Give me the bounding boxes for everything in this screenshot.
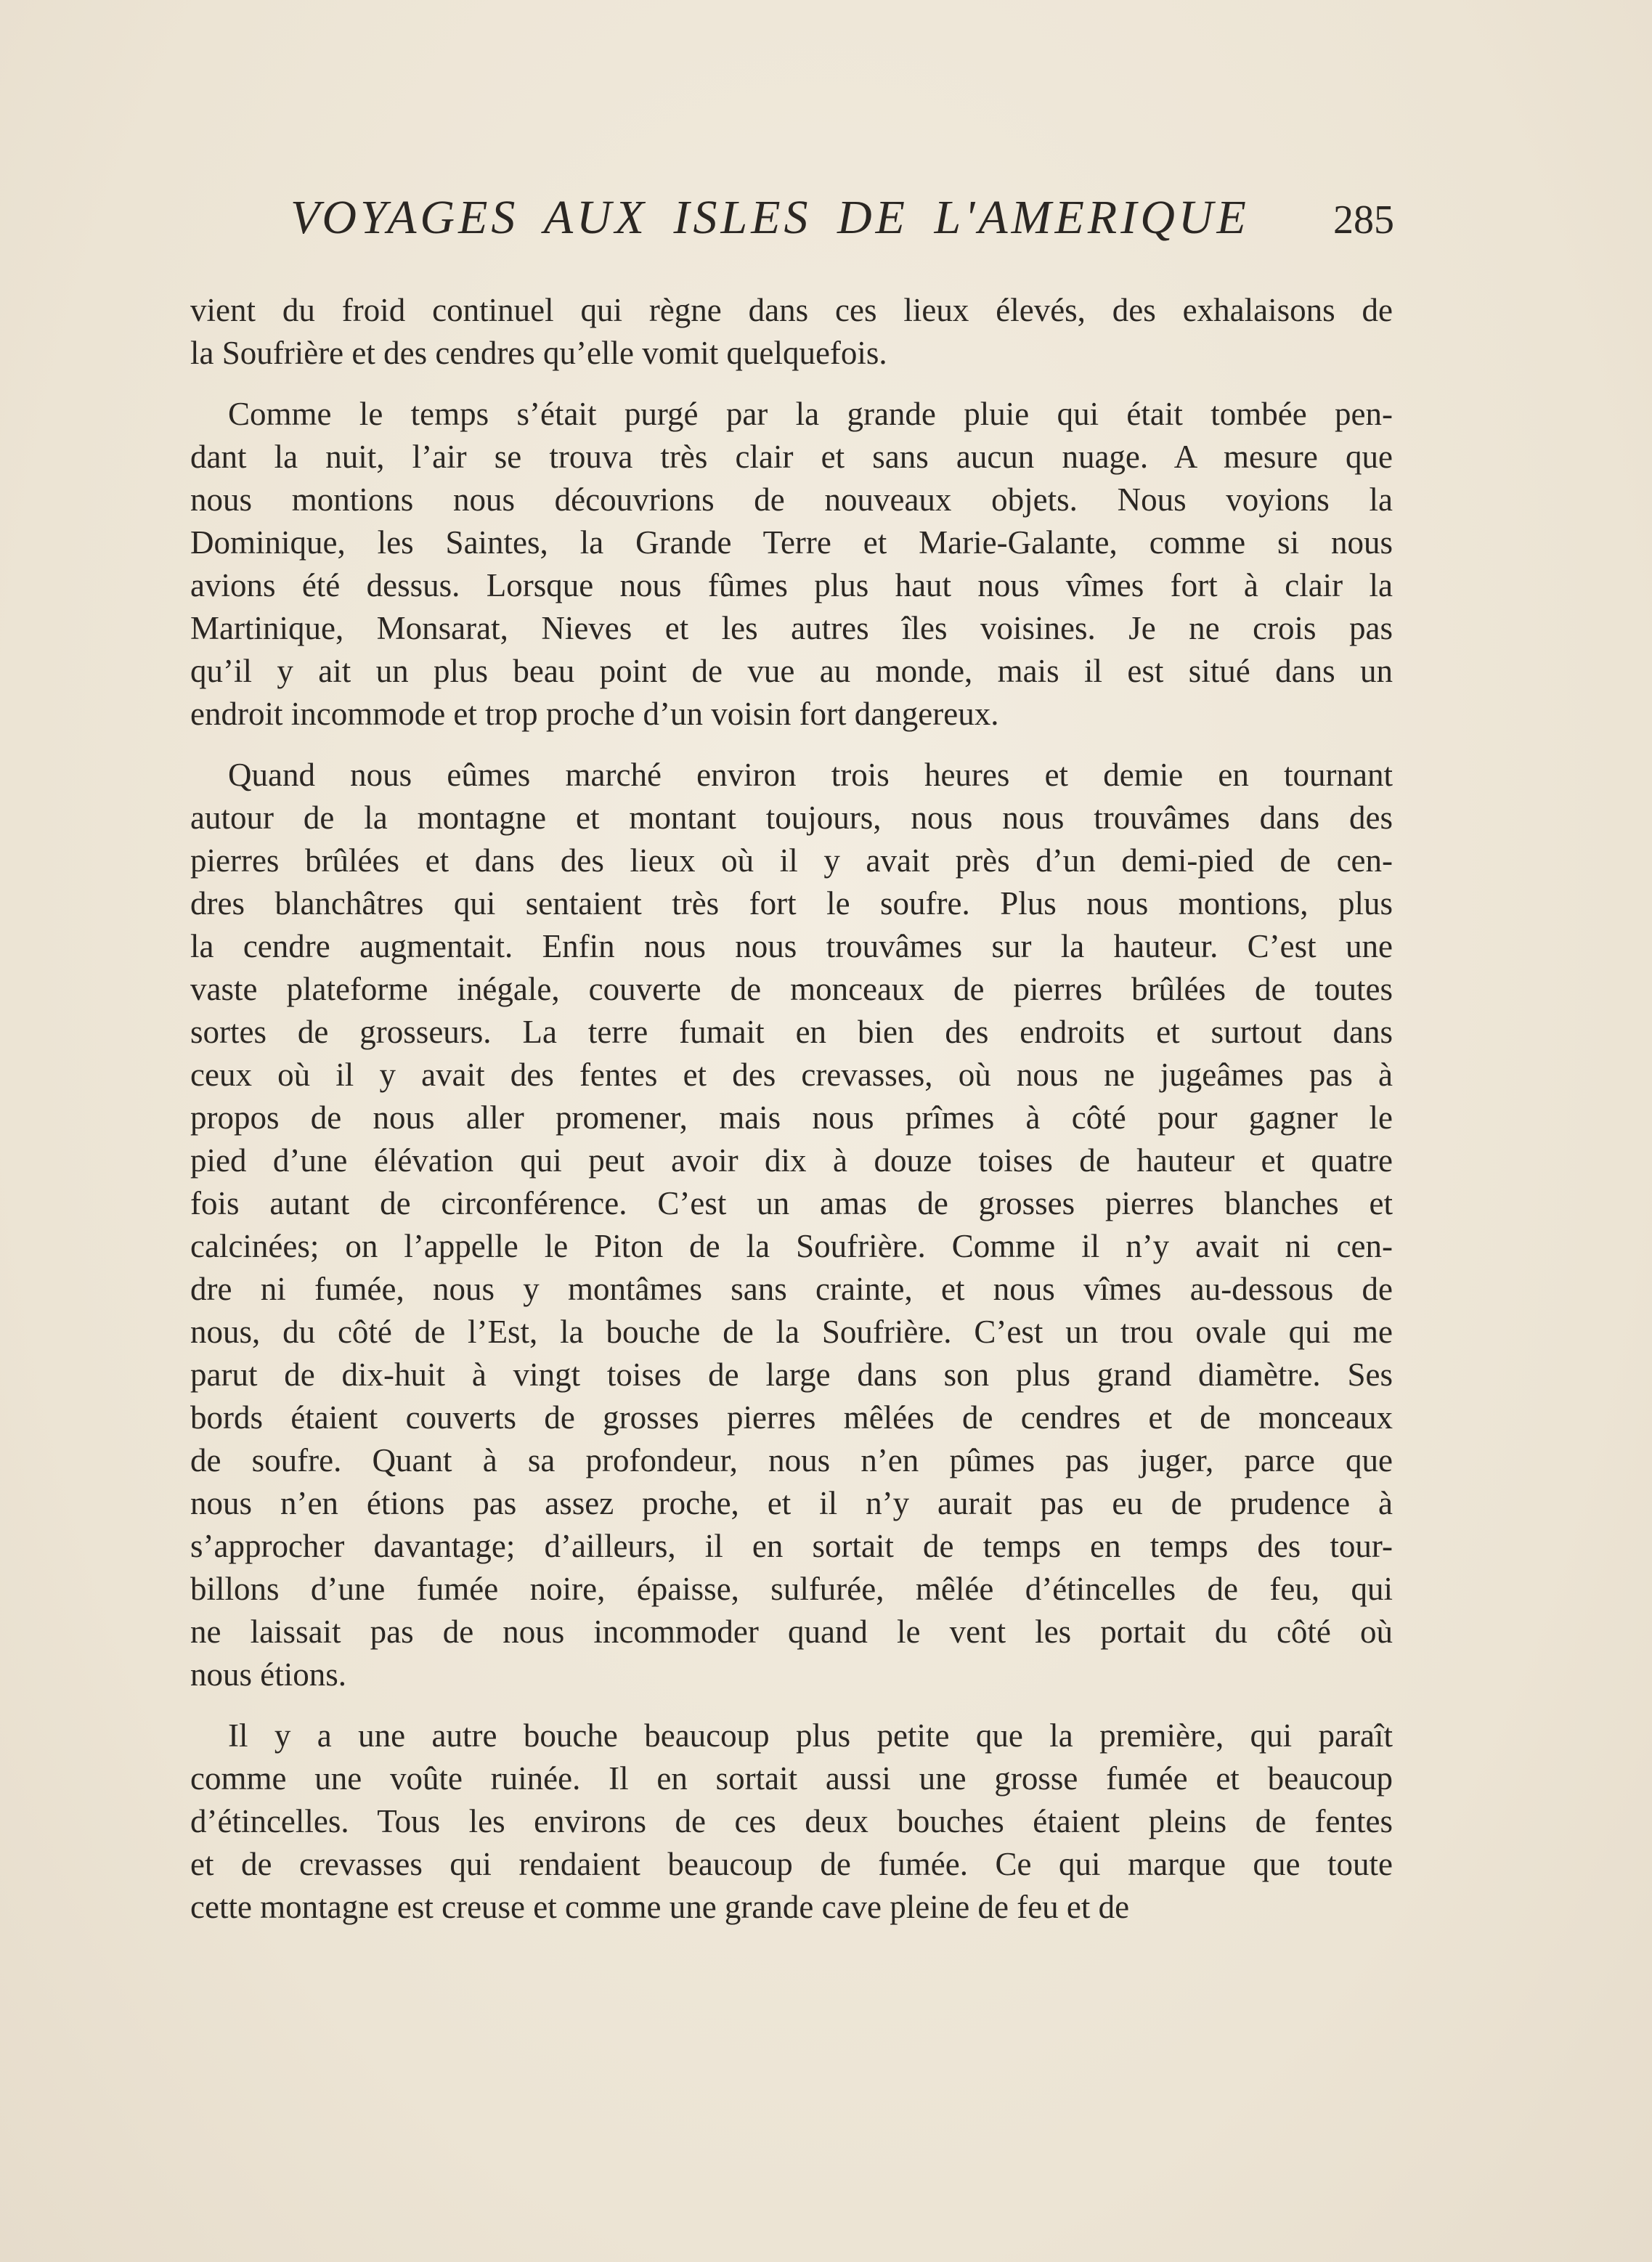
- running-title: VOYAGES AUX ISLES DE L'AMERIQUE: [290, 191, 1250, 244]
- text-line: de soufre. Quant à sa profondeur, nous n’en pûmes pas juger, parce que: [190, 1442, 1393, 1478]
- text-line: pierres brûlées et dans des lieux où il y avait près d’un demi-pied de cen-: [190, 842, 1393, 879]
- text-line: cette montagne est creuse et comme une grande cave pleine de feu et de: [190, 1889, 1130, 1925]
- paragraph: [190, 393, 1393, 736]
- text-line: Quand nous eûmes marché environ trois heures et demie en tournant: [228, 757, 1393, 793]
- text-line: autour de la montagne et montant toujours, nous nous trouvâmes dans des: [190, 800, 1393, 836]
- body-text: [190, 289, 1393, 1929]
- text-line: ceux où il y avait des fentes et des crevasses, où nous ne jugeâmes pas à: [190, 1057, 1393, 1093]
- text-line: avions été dessus. Lorsque nous fûmes plus haut nous vîmes fort à clair la: [190, 567, 1393, 603]
- text-line: Dominique, les Saintes, la Grande Terre et Marie-Galante, comme si nous: [190, 524, 1393, 561]
- text-line: nous n’en étions pas assez proche, et il n’y aurait pas eu de prudence à: [190, 1485, 1393, 1521]
- paragraph: [190, 289, 1393, 375]
- text-line: s’approcher davantage; d’ailleurs, il en sortait de temps en temps des tour-: [190, 1528, 1393, 1564]
- text-line: dres blanchâtres qui sentaient très fort le soufre. Plus nous montions, plus: [190, 885, 1393, 922]
- text-line: calcinées; on l’appelle le Piton de la Soufrière. Comme il n’y avait ni cen-: [190, 1228, 1393, 1264]
- text-line: dre ni fumée, nous y montâmes sans crainte, et nous vîmes au-dessous de: [190, 1271, 1393, 1307]
- page-number: 285: [1333, 198, 1394, 243]
- text-line: Il y a une autre bouche beaucoup plus petite que la première, qui paraît: [228, 1717, 1393, 1754]
- text-line: vient du froid continuel qui règne dans ces lieux élevés, des exhalaisons de: [190, 292, 1393, 328]
- text-line: bords étaient couverts de grosses pierres mêlées de cendres et de monceaux: [190, 1399, 1393, 1436]
- text-line: comme une voûte ruinée. Il en sortait aussi une grosse fumée et beaucoup: [190, 1760, 1393, 1797]
- running-header: [290, 190, 1394, 256]
- text-line: endroit incommode et trop proche d’un voisin fort dangereux.: [190, 696, 999, 732]
- text-line: ne laissait pas de nous incommoder quand le vent les portait du côté où: [190, 1614, 1393, 1650]
- text-line: la Soufrière et des cendres qu’elle vomit quelquefois.: [190, 335, 887, 371]
- text-line: billons d’une fumée noire, épaisse, sulfurée, mêlée d’étincelles de feu, qui: [190, 1571, 1393, 1607]
- text-line: qu’il y ait un plus beau point de vue au monde, mais il est situé dans un: [190, 653, 1393, 689]
- text-line: sortes de grosseurs. La terre fumait en bien des endroits et surtout dans: [190, 1014, 1393, 1050]
- text-line: nous, du côté de l’Est, la bouche de la Soufrière. C’est un trou ovale qui me: [190, 1314, 1393, 1350]
- text-line: vaste plateforme inégale, couverte de monceaux de pierres brûlées de toutes: [190, 971, 1393, 1007]
- text-line: d’étincelles. Tous les environs de ces deux bouches étaient pleins de fentes: [190, 1803, 1393, 1839]
- text-line: dant la nuit, l’air se trouva très clair et sans aucun nuage. A mesure que: [190, 439, 1393, 475]
- text-line: nous montions nous découvrions de nouveaux objets. Nous voyions la: [190, 481, 1393, 518]
- text-line: Martinique, Monsarat, Nieves et les autres îles voisines. Je ne crois pas: [190, 610, 1393, 646]
- text-line: et de crevasses qui rendaient beaucoup de fumée. Ce qui marque que toute: [190, 1846, 1393, 1882]
- text-line: pied d’une élévation qui peut avoir dix à douze toises de hauteur et quatre: [190, 1142, 1393, 1179]
- text-line: la cendre augmentait. Enfin nous nous trouvâmes sur la hauteur. C’est une: [190, 928, 1393, 964]
- paragraph: [190, 754, 1393, 1696]
- text-line: propos de nous aller promener, mais nous prîmes à côté pour gagner le: [190, 1099, 1393, 1136]
- text-line: parut de dix-huit à vingt toises de large dans son plus grand diamètre. Ses: [190, 1356, 1393, 1393]
- text-line: nous étions.: [190, 1656, 347, 1693]
- text-line: Comme le temps s’était purgé par la grande pluie qui était tombée pen-: [228, 396, 1393, 432]
- paragraph: [190, 1714, 1393, 1929]
- text-line: fois autant de circonférence. C’est un amas de grosses pierres blanches et: [190, 1185, 1393, 1221]
